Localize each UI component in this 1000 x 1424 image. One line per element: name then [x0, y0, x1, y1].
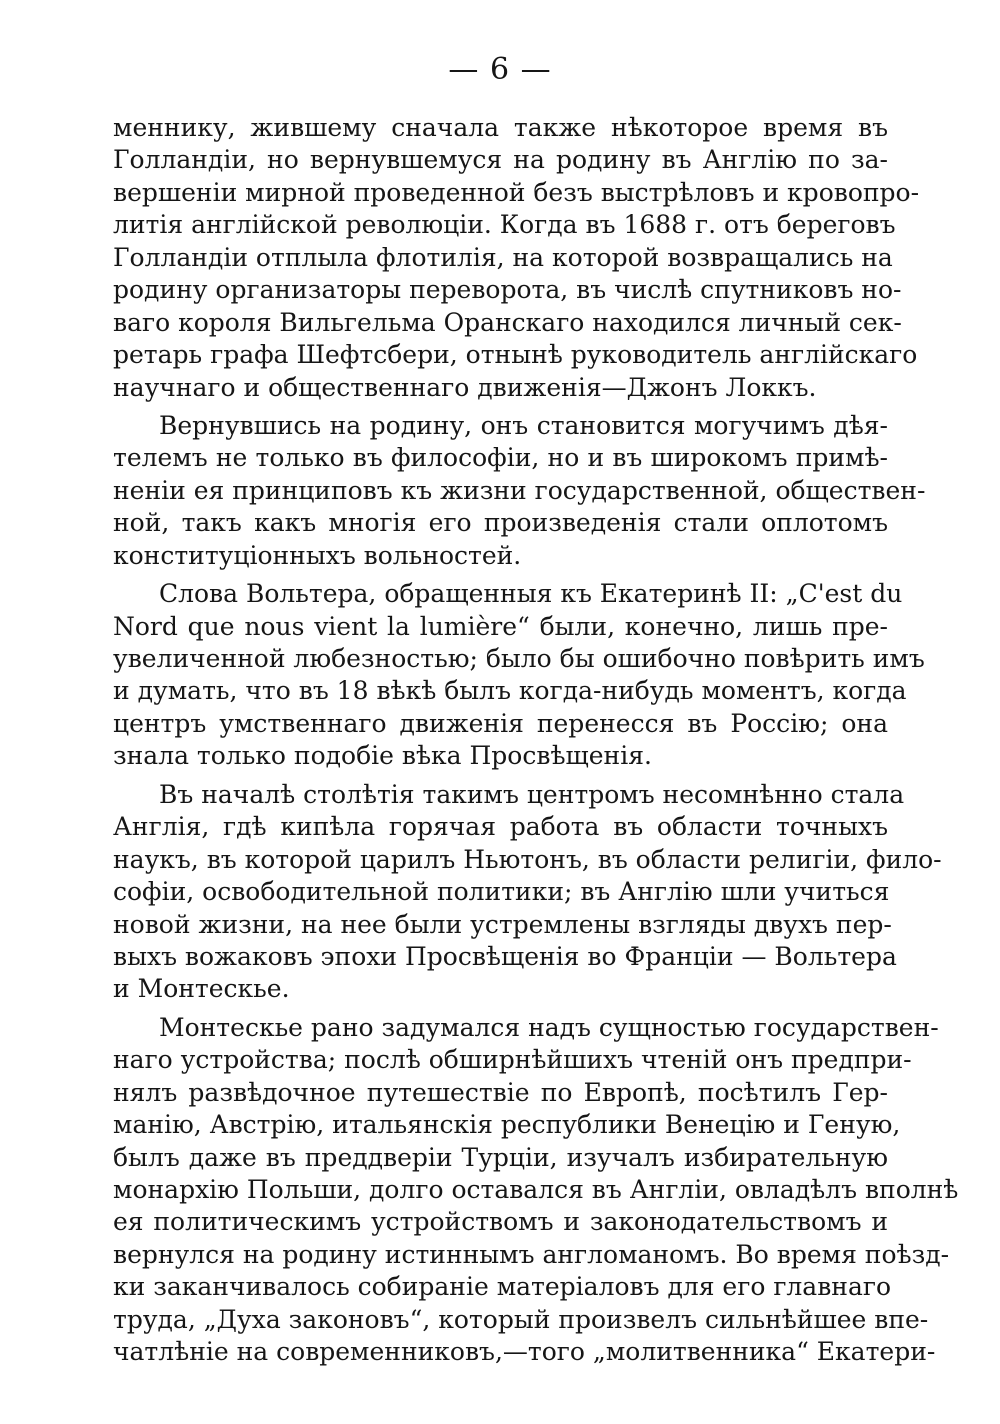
text-line: увеличенной любезностью; было бы ошибочно повѣрить имъ: [113, 644, 925, 673]
text-line: Монтескье рано задумался надъ сущностью государствен-: [159, 1012, 939, 1042]
text-line: литія англійской революціи. Когда въ 1688 г. отъ береговъ: [113, 210, 896, 240]
text-line: софіи, освободительной политики; въ Англію шли учиться: [113, 877, 890, 907]
text-line: телемъ не только въ философіи, но и въ широкомъ примѣ-: [113, 443, 888, 473]
text-line: труда, „Духа законовъ“, который произвелъ сильнѣйшее впе-: [113, 1304, 929, 1334]
text-line: манію, Австрію, итальянскія республики Венецію и Геную,: [113, 1110, 901, 1140]
text-line: родину организаторы переворота, въ числѣ спутниковъ но-: [113, 275, 902, 305]
text-line: новой жизни, на нее были устремлены взгляды двухъ пер-: [113, 909, 892, 939]
text-line: и Монтескье.: [113, 974, 290, 1004]
paragraph: [113, 779, 942, 1006]
text-line: Nord que nous vient la lumière“ были, конечно, лишь пре-: [113, 611, 888, 641]
text-line: ея политическимъ устройствомъ и законодательствомъ и: [113, 1207, 888, 1237]
text-line: ретарь графа Шефтсбери, отнынѣ руководитель англійскаго: [113, 340, 918, 370]
text-line: неніи ея принциповъ къ жизни государственной, обществен-: [113, 475, 926, 505]
text-line: Голландіи, но вернувшемуся на родину въ Англію по за-: [113, 145, 888, 175]
body-text: [113, 112, 959, 1369]
text-line: монархію Польши, долго оставался въ Англіи, овладѣлъ вполнѣ: [113, 1175, 959, 1204]
text-line: Англія, гдѣ кипѣла горячая работа въ области точныхъ: [113, 812, 888, 842]
text-line: наукъ, въ которой царилъ Ньютонъ, въ области религіи, фило-: [113, 844, 942, 874]
text-line: знала только подобіе вѣка Просвѣщенія.: [113, 741, 652, 771]
page-number: — 6 —: [448, 52, 552, 87]
text-line: ной, такъ какъ многія его произведенія стали оплотомъ: [113, 508, 888, 538]
text-line: Въ началѣ столѣтія такимъ центромъ несомнѣнно стала: [159, 779, 905, 809]
text-line: центръ умственнаго движенія перенесся въ Россію; она: [113, 708, 888, 738]
text-line: нялъ развѣдочное путешествіе по Европѣ, посѣтилъ Гер-: [113, 1077, 888, 1107]
text-line: конституціонныхъ вольностей.: [113, 540, 522, 570]
text-line: Вернувшись на родину, онъ становится могучимъ дѣя-: [159, 410, 888, 440]
text-line: наго устройства; послѣ обширнѣйшихъ чтеній онъ предпри-: [113, 1045, 912, 1075]
text-line: научнаго и общественнаго движенія—Джонъ Локкъ.: [113, 372, 817, 402]
text-line: былъ даже въ преддверіи Турціи, изучалъ избирательную: [113, 1142, 888, 1172]
paragraph: [113, 112, 920, 404]
paragraph: [113, 578, 925, 773]
text-line: ваго короля Вильгельма Оранскаго находился личный сек-: [113, 307, 902, 337]
text-line: ки заканчивалось собираніе матеріаловъ для его главнаго: [113, 1272, 892, 1302]
text-line: выхъ вожаковъ эпохи Просвѣщенія во Франціи — Вольтера: [113, 941, 897, 971]
text-line: Голландіи отплыла флотилія, на которой возвращались на: [113, 242, 893, 272]
paragraph: [113, 410, 926, 572]
text-line: вершеніи мирной проведенной безъ выстрѣловъ и кровопро-: [113, 177, 920, 207]
text-line: Слова Вольтера, обращенныя къ Екатеринѣ II: „C'est du: [159, 579, 903, 609]
text-line: вернулся на родину истиннымъ англоманомъ. Во время поѣзд-: [113, 1239, 950, 1269]
text-line: и думать, что въ 18 вѣкѣ былъ когда-нибудь моментъ, когда: [113, 676, 907, 706]
text-line: чатлѣніе на современниковъ,—того „молитвенника“ Екатери-: [113, 1337, 936, 1367]
text-line: меннику, жившему сначала также нѣкоторое время въ: [113, 113, 888, 142]
paragraph: [113, 1012, 959, 1369]
